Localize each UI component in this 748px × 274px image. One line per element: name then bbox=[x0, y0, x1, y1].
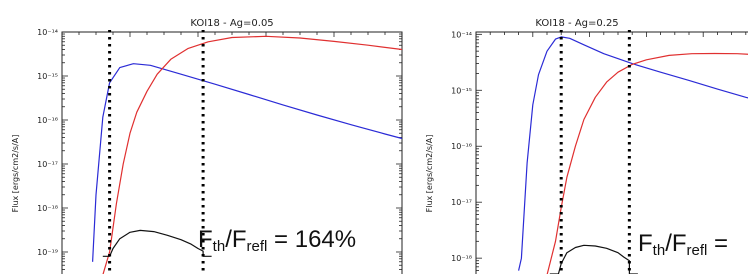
ratio-refl-sub: refl bbox=[246, 238, 268, 255]
ratio-th-sub: th bbox=[652, 242, 666, 259]
ratio-refl-sub: refl bbox=[686, 242, 708, 259]
ratio-f-th: F bbox=[638, 230, 653, 257]
y-tick-label: 10⁻¹⁴ bbox=[451, 30, 472, 40]
ratio-th-sub: th bbox=[212, 238, 226, 255]
series-line-3 bbox=[550, 245, 638, 274]
y-tick-label: 10⁻¹⁷ bbox=[451, 198, 472, 208]
flux-ratio-annotation-left bbox=[198, 228, 356, 255]
y-tick-label: 10⁻¹⁵ bbox=[451, 86, 472, 96]
y-tick-label: 10⁻¹⁶ bbox=[37, 115, 58, 125]
y-axis-label: Flux [ergs/cm2/s/A] bbox=[11, 134, 20, 213]
y-tick-label: 10⁻¹⁶ bbox=[451, 142, 472, 152]
ratio-equals: = bbox=[267, 226, 295, 253]
y-tick-label: 10⁻¹⁵ bbox=[37, 71, 58, 81]
y-tick-label: 10⁻¹⁷ bbox=[37, 159, 58, 169]
ratio-f-th: F bbox=[198, 226, 213, 253]
y-tick-label: 10⁻¹⁸ bbox=[37, 203, 58, 213]
chart-title: KOI18 - Ag=0.05 bbox=[190, 18, 274, 29]
ratio-value: 164% bbox=[294, 226, 357, 253]
y-tick-label: 10⁻¹⁴ bbox=[37, 28, 58, 37]
ratio-equals: = bbox=[707, 230, 729, 257]
y-tick-label: 10⁻¹⁹ bbox=[37, 247, 58, 257]
y-tick-label: 10⁻¹⁸ bbox=[451, 254, 472, 264]
series-line-3 bbox=[103, 230, 212, 256]
ratio-slash-f: /F bbox=[225, 226, 247, 253]
chart-title: KOI18 - Ag=0.25 bbox=[535, 18, 619, 29]
flux-ratio-annotation-right bbox=[638, 232, 728, 259]
y-axis-label: Flux [ergs/cm2/s/A] bbox=[425, 134, 434, 213]
ratio-slash-f: /F bbox=[665, 230, 687, 257]
